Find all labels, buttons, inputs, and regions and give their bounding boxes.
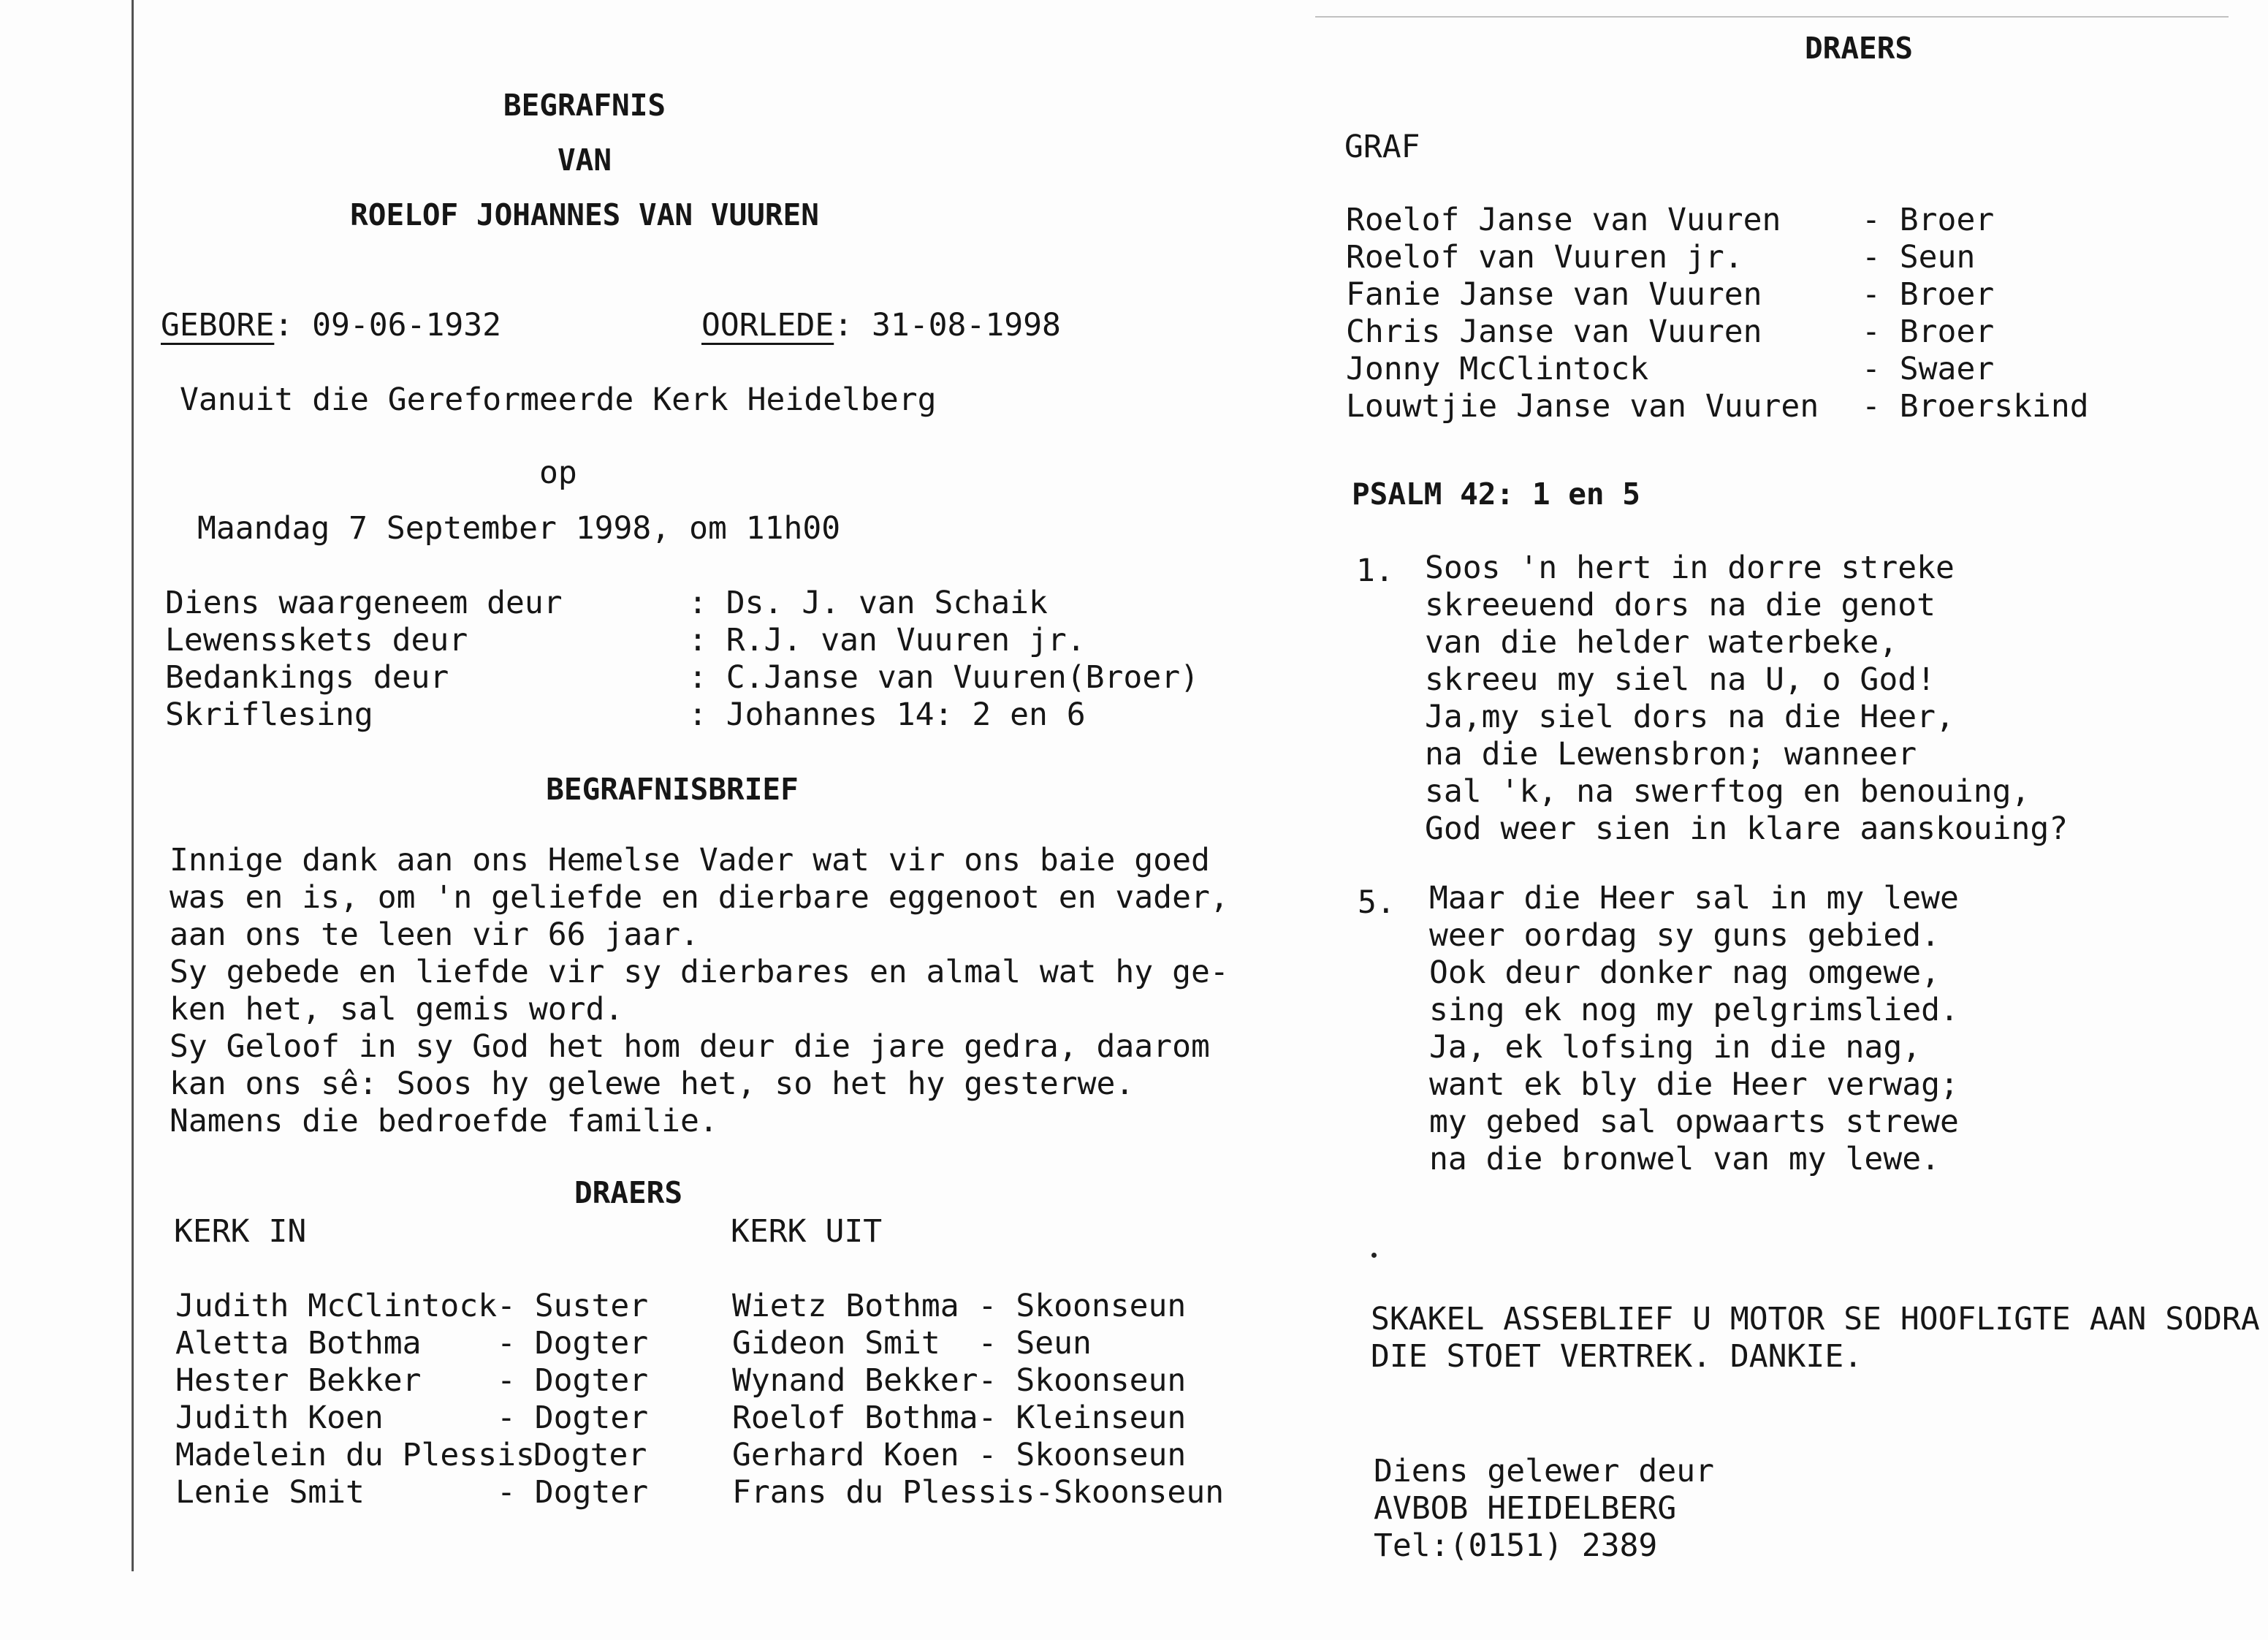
bearer-entry: Gideon Smit - Seun (732, 1325, 1092, 1362)
verse-1 (1425, 550, 2068, 848)
provider-line: Diens gelewer deur (1374, 1453, 1714, 1489)
op-line: op (539, 455, 577, 491)
service-value: : Ds. J. van Schaik (688, 585, 1048, 621)
headlights-notice (1371, 1301, 2260, 1375)
bearer-name: Lenie Smit (175, 1474, 365, 1511)
verse-line: sing ek nog my pelgrimslied. (1429, 992, 1959, 1028)
verse-line: my gebed sal opwaarts strewe (1429, 1104, 1959, 1140)
psalm-title: PSALM 42: 1 en 5 (1352, 477, 1640, 512)
letter-body (170, 842, 1229, 1140)
letter-line: Innige dank aan ons Hemelse Vader wat vir ons baie goed (170, 842, 1210, 878)
provider-line: Tel:(0151) 2389 (1374, 1527, 1658, 1564)
service-label: Diens waargeneem deur (165, 585, 563, 621)
bearer-name: Judith McClintock (175, 1288, 498, 1324)
service-value: : R.J. van Vuuren jr. (688, 622, 1086, 658)
title-deceased-name: ROELOF JOHANNES VAN VUUREN (350, 197, 819, 232)
scan-edge-line (132, 0, 134, 1571)
bearer-name: Chris Janse van Vuuren (1346, 314, 1762, 350)
verse-line: na die Lewensbron; wanneer (1425, 736, 1917, 772)
letter-line: aan ons te leen vir 66 jaar. (170, 916, 699, 953)
bearer-relation: - Dogter (497, 1474, 649, 1511)
bearer-name: Roelof Janse van Vuuren (1346, 202, 1781, 238)
church-line: Vanuit die Gereformeerde Kerk Heidelberg (180, 381, 937, 418)
verse-line: sal 'k, na swerftog en benouing, (1425, 773, 2031, 810)
bearer-name: Madelein du Plessis (175, 1437, 535, 1473)
bearer-name: Roelof van Vuuren jr. (1346, 239, 1743, 276)
bearer-entry: Wynand Bekker- Skoonseun (732, 1362, 1187, 1399)
verse-line: van die helder waterbeke, (1425, 624, 1898, 661)
bearer-name: Judith Koen (175, 1400, 384, 1436)
bearer-relation: - Dogter (497, 1325, 649, 1362)
service-label: Skriflesing (165, 696, 373, 733)
letter-line: Sy gebede en liefde vir sy dierbares en almal wat hy ge- (170, 954, 1229, 990)
bearer-relation: - Broer (1862, 314, 1995, 350)
service-value: : Johannes 14: 2 en 6 (688, 696, 1086, 733)
died-value: : 31-08-1998 (834, 307, 1061, 343)
church-out-list (732, 1288, 1224, 1511)
bearer-name: Louwtjie Janse van Vuuren (1346, 388, 1819, 425)
notice-line: DIE STOET VERTREK. DANKIE. (1371, 1338, 1863, 1375)
born-value: : 09-06-1932 (274, 307, 502, 343)
scan-top-line (1315, 16, 2229, 18)
bearer-name: Hester Bekker (175, 1362, 422, 1399)
letter-line: Namens die bedroefde familie. (170, 1103, 718, 1139)
died-line (701, 307, 1061, 344)
bearer-entry: Gerhard Koen - Skoonseun (732, 1437, 1187, 1473)
verse-line: na die bronwel van my lewe. (1429, 1141, 1940, 1177)
letter-line: ken het, sal gemis word. (170, 991, 624, 1028)
letter-line: kan ons sê: Soos hy gelewe het, so het hy gesterwe. (170, 1066, 1135, 1102)
bearer-name: Jonny McClintock (1346, 351, 1649, 387)
verse-line: Ook deur donker nag omgewe, (1429, 954, 1940, 991)
verse-number: 1. (1356, 553, 1394, 589)
born-label: GEBORE (161, 307, 275, 343)
bearer-relation: - Seun (1862, 239, 1976, 276)
died-label: OORLEDE (701, 307, 834, 343)
verse-line: God weer sien in klare aanskouing? (1425, 810, 2069, 847)
bearer-relation: - Broer (1862, 202, 1995, 238)
service-date: Maandag 7 September 1998, om 11h00 (197, 510, 841, 547)
title-van: VAN (557, 143, 612, 178)
provider-line: AVBOB HEIDELBERG (1374, 1490, 1677, 1527)
bearer-relation: - Broer (1862, 276, 1995, 313)
verse-line: Ja,my siel dors na die Heer, (1425, 699, 1955, 735)
bearer-name: Aletta Bothma (175, 1325, 422, 1362)
bearer-name: Fanie Janse van Vuuren (1346, 276, 1762, 313)
verse-line: Maar die Heer sal in my lewe (1429, 880, 1959, 916)
bearer-entry: Roelof Bothma- Kleinseun (732, 1400, 1187, 1436)
verse-number: 5. (1358, 884, 1396, 921)
title-begrafnis: BEGRAFNIS (503, 88, 666, 123)
verse-line: skreeuend dors na die genot (1425, 587, 1936, 623)
bearers-title-left: DRAERS (574, 1175, 683, 1210)
church-out-label: KERK UIT (731, 1213, 883, 1250)
verse-line: want ek bly die Heer verwag; (1429, 1066, 1959, 1103)
bearer-relation: - Suster (497, 1288, 649, 1324)
letter-title: BEGRAFNISBRIEF (546, 772, 799, 807)
service-label: Lewensskets deur (165, 622, 468, 658)
born-line (161, 307, 501, 344)
verse-line: Soos 'n hert in dorre streke (1425, 550, 1955, 586)
service-value: : C.Janse van Vuuren(Broer) (688, 659, 1199, 696)
verse-5 (1429, 880, 1959, 1178)
verse-line: Ja, ek lofsing in die nag, (1429, 1029, 1922, 1066)
letter-line: was en is, om 'n geliefde en dierbare eggenoot en vader, (170, 879, 1229, 916)
letter-line: Sy Geloof in sy God het hom deur die jare gedra, daarom (170, 1028, 1210, 1065)
bearers-title-right: DRAERS (1805, 31, 1914, 66)
service-label: Bedankings deur (165, 659, 449, 696)
bearer-relation: - Broerskind (1862, 388, 2089, 425)
service-provider (1374, 1453, 1714, 1565)
verse-line: skreeu my siel na U, o God! (1425, 661, 1936, 698)
notice-line: SKAKEL ASSEBLIEF U MOTOR SE HOOFLIGTE AAN SODRA (1371, 1301, 2260, 1337)
bearer-relation: Dogter (533, 1437, 647, 1473)
bearer-relation: - Dogter (497, 1362, 649, 1399)
bearer-relation: - Swaer (1862, 351, 1995, 387)
bearer-relation: - Dogter (497, 1400, 649, 1436)
grave-label: GRAF (1344, 129, 1420, 165)
bearer-entry: Wietz Bothma - Skoonseun (732, 1288, 1187, 1324)
church-in-label: KERK IN (174, 1213, 307, 1250)
verse-line: weer oordag sy guns gebied. (1429, 917, 1940, 954)
scan-speck (1371, 1253, 1377, 1258)
bearer-entry: Frans du Plessis-Skoonseun (732, 1474, 1225, 1511)
